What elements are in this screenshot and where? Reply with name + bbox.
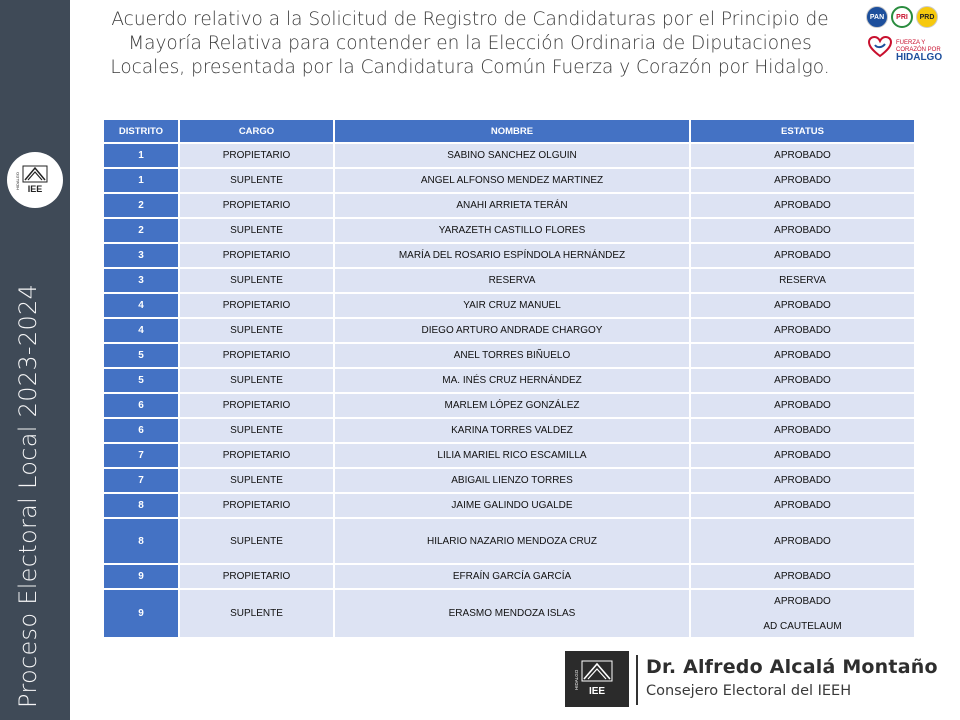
cargo-cell: PROPIETARIO — [180, 344, 335, 367]
table-row — [104, 244, 916, 267]
district-cell: 1 — [104, 144, 180, 167]
estatus-cell: APROBADO — [691, 469, 916, 492]
candidates-table — [104, 118, 916, 639]
ieeh-logo-text: IEE — [27, 184, 43, 194]
party-logos — [866, 6, 954, 62]
table-row — [104, 519, 916, 563]
table-row — [104, 469, 916, 492]
estatus-cell: APROBADO — [691, 394, 916, 417]
cargo-cell: SUPLENTE — [180, 169, 335, 192]
sidebar — [0, 0, 70, 720]
nombre-cell: ABIGAIL LIENZO TORRES — [335, 469, 691, 492]
estatus-cell: APROBADO — [691, 294, 916, 317]
pan-logo: PAN — [866, 6, 888, 28]
district-cell: 6 — [104, 394, 180, 417]
table-row — [104, 444, 916, 467]
estatus-cell: APROBADO — [691, 444, 916, 467]
district-cell: 3 — [104, 244, 180, 267]
coalition-small-text: FUERZA Y CORAZÓN POR — [896, 40, 941, 53]
nombre-cell: ANAHI ARRIETA TERÁN — [335, 194, 691, 217]
nombre-cell: ANGEL ALFONSO MENDEZ MARTINEZ — [335, 169, 691, 192]
cargo-cell: SUPLENTE — [180, 519, 335, 563]
table-row — [104, 419, 916, 442]
table-row — [104, 219, 916, 242]
district-cell: 1 — [104, 169, 180, 192]
estatus-cell: APROBADO — [691, 519, 916, 563]
table-row — [104, 565, 916, 588]
table-row — [104, 369, 916, 392]
nombre-cell: LILIA MARIEL RICO ESCAMILLA — [335, 444, 691, 467]
district-cell: 9 — [104, 565, 180, 588]
column-header-nombre: NOMBRE — [335, 120, 691, 142]
prd-logo: PRD — [916, 6, 938, 28]
councillor-name: Dr. Alfredo Alcalá Montaño — [646, 656, 938, 678]
cargo-cell: PROPIETARIO — [180, 194, 335, 217]
cargo-cell: PROPIETARIO — [180, 294, 335, 317]
heart-icon — [868, 36, 892, 58]
estatus-cell: APROBADO — [691, 344, 916, 367]
cargo-cell: PROPIETARIO — [180, 144, 335, 167]
nombre-cell: ERASMO MENDOZA ISLAS — [335, 590, 691, 637]
cargo-cell: SUPLENTE — [180, 469, 335, 492]
nombre-cell: YARAZETH CASTILLO FLORES — [335, 219, 691, 242]
page-title: Acuerdo relativo a la Solicitud de Registro de Candidaturas por el Principio de Mayoría Relativa para contender en la Elección Ordinaria de Diputaciones Locales, presentada por la Candidatura Común Fuerza y Corazón por Hidalgo. — [110, 9, 830, 78]
district-cell: 5 — [104, 344, 180, 367]
table-row — [104, 319, 916, 342]
table-row — [104, 294, 916, 317]
footer-ieeh-logo — [565, 651, 629, 707]
district-cell: 3 — [104, 269, 180, 292]
cargo-cell: PROPIETARIO — [180, 565, 335, 588]
estatus-cell: APROBADO — [691, 419, 916, 442]
column-header-estatus: ESTATUS — [691, 120, 916, 142]
councillor-role: Consejero Electoral del IEEH — [646, 683, 852, 699]
nombre-cell: DIEGO ARTURO ANDRADE CHARGOY — [335, 319, 691, 342]
ieeh-logo — [7, 152, 63, 208]
cargo-cell: SUPLENTE — [180, 590, 335, 637]
nombre-cell: MARÍA DEL ROSARIO ESPÍNDOLA HERNÁNDEZ — [335, 244, 691, 267]
nombre-cell: RESERVA — [335, 269, 691, 292]
table-row — [104, 169, 916, 192]
pri-logo: PRI — [891, 6, 913, 28]
table-header-row — [104, 120, 916, 142]
estatus-cell: APROBADO — [691, 144, 916, 167]
cargo-cell: SUPLENTE — [180, 219, 335, 242]
district-cell: 7 — [104, 469, 180, 492]
table-row — [104, 194, 916, 217]
estatus-cell: APROBADO — [691, 369, 916, 392]
process-title: Proceso Electoral Local 2023-2024 — [14, 283, 42, 708]
nombre-cell: MA. INÉS CRUZ HERNÁNDEZ — [335, 369, 691, 392]
ieeh-logo-state: HIDALGO — [15, 171, 20, 190]
nombre-cell: ANEL TORRES BIÑUELO — [335, 344, 691, 367]
cargo-cell: SUPLENTE — [180, 319, 335, 342]
district-cell: 2 — [104, 219, 180, 242]
table-row — [104, 394, 916, 417]
estatus-cell: RESERVA — [691, 269, 916, 292]
estatus-cell: APROBADO — [691, 244, 916, 267]
nombre-cell: HILARIO NAZARIO MENDOZA CRUZ — [335, 519, 691, 563]
table-row — [104, 494, 916, 517]
cargo-cell: PROPIETARIO — [180, 244, 335, 267]
nombre-cell: YAIR CRUZ MANUEL — [335, 294, 691, 317]
estatus-cell: APROBADO — [691, 194, 916, 217]
table-row — [104, 344, 916, 367]
cargo-cell: SUPLENTE — [180, 369, 335, 392]
coalition-name: HIDALGO — [896, 52, 943, 63]
estatus-cell: APROBADO — [691, 169, 916, 192]
column-header-cargo: CARGO — [180, 120, 335, 142]
cargo-cell: SUPLENTE — [180, 419, 335, 442]
district-cell: 6 — [104, 419, 180, 442]
footer-divider — [636, 655, 638, 705]
district-cell: 4 — [104, 294, 180, 317]
table-row — [104, 269, 916, 292]
district-cell: 2 — [104, 194, 180, 217]
coalition-label — [896, 40, 954, 61]
district-cell: 8 — [104, 519, 180, 563]
cargo-cell: SUPLENTE — [180, 269, 335, 292]
district-cell: 9 — [104, 590, 180, 637]
column-header-district: DISTRITO — [104, 120, 180, 142]
district-cell: 5 — [104, 369, 180, 392]
cargo-cell: PROPIETARIO — [180, 394, 335, 417]
nombre-cell: JAIME GALINDO UGALDE — [335, 494, 691, 517]
table-row — [104, 144, 916, 167]
estatus-cell — [691, 590, 916, 637]
footer-logo-state: HIDALGO — [574, 669, 579, 690]
estatus-cell: APROBADO — [691, 494, 916, 517]
district-cell: 7 — [104, 444, 180, 467]
cargo-cell: PROPIETARIO — [180, 444, 335, 467]
ieeh-emblem-icon — [573, 656, 621, 702]
district-cell: 8 — [104, 494, 180, 517]
footer-logo-text: IEE — [588, 686, 606, 697]
estatus-value: APROBADO — [774, 595, 831, 607]
table-row — [104, 590, 916, 637]
estatus-note: AD CAUTELAUM — [763, 620, 842, 632]
estatus-cell: APROBADO — [691, 319, 916, 342]
nombre-cell: EFRAÍN GARCÍA GARCÍA — [335, 565, 691, 588]
district-cell: 4 — [104, 319, 180, 342]
estatus-cell: APROBADO — [691, 565, 916, 588]
nombre-cell: KARINA TORRES VALDEZ — [335, 419, 691, 442]
cargo-cell: PROPIETARIO — [180, 494, 335, 517]
nombre-cell: MARLEM LÓPEZ GONZÁLEZ — [335, 394, 691, 417]
estatus-cell: APROBADO — [691, 219, 916, 242]
ieeh-emblem-icon — [15, 160, 55, 200]
nombre-cell: SABINO SANCHEZ OLGUIN — [335, 144, 691, 167]
